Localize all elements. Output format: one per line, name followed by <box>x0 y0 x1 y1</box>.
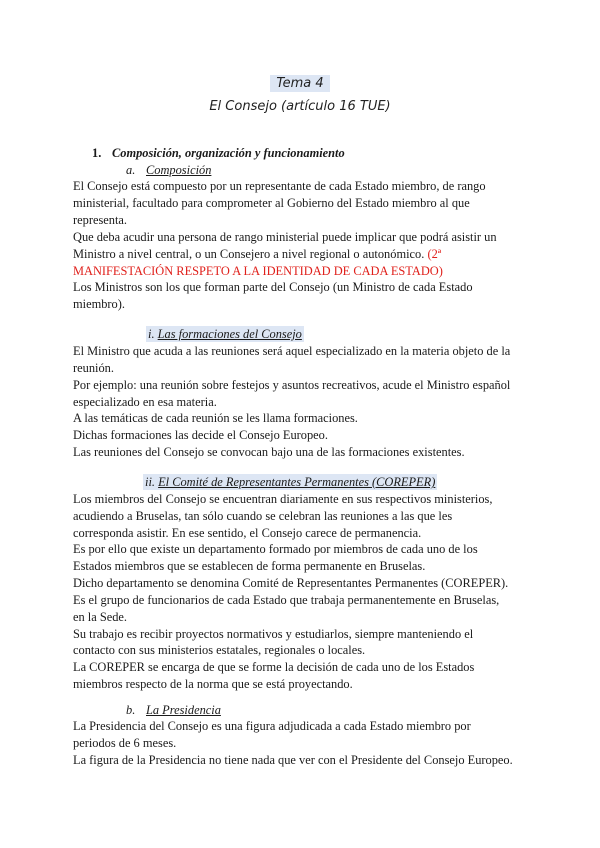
subsection-heading-a: a. Composición <box>126 163 212 177</box>
paragraph-line: Dicho departamento se denomina Comité de Representantes Permanentes (COREPER). <box>73 576 509 590</box>
paragraph-line: La Presidencia del Consejo es una figura adjudicada a cada Estado miembro por <box>73 719 471 733</box>
paragraph-line: contacto con sus ministerios estatales, regionales o locales. <box>73 643 366 657</box>
paragraph-line: Su trabajo es recibir proyectos normativos y estudiarlos, siempre manteniendo el <box>73 627 474 641</box>
paragraph-line: miembro). <box>73 297 125 311</box>
paragraph-line: El Ministro que acuda a las reuniones será aquel especializado en la materia objeto de la <box>73 344 511 358</box>
paragraph-line: A las temáticas de cada reunión se les llama formaciones. <box>73 411 358 425</box>
document-subtitle: El Consejo (artículo 16 TUE) <box>209 99 391 114</box>
paragraph-line: Es el grupo de funcionarios de cada Estado que trabaja permanentemente en Bruselas, <box>73 593 500 607</box>
subsection-heading-b: b. La Presidencia <box>126 703 221 717</box>
paragraph-line: Que deba acudir una persona de rango ministerial puede implicar que podrá asistir un <box>73 230 497 244</box>
paragraph-line: Las reuniones del Consejo se convocan bajo una de las formaciones existentes. <box>73 445 465 459</box>
subsection-heading-i: i. Las formaciones del Consejo <box>148 327 302 341</box>
paragraph-line: representa. <box>73 213 128 227</box>
paragraph-line: especializado en esa materia. <box>73 395 217 409</box>
paragraph-line: Por ejemplo: una reunión sobre festejos y asuntos recreativos, acude el Ministro español <box>73 378 511 392</box>
red-annotation-line: MANIFESTACIÓN RESPETO A LA IDENTIDAD DE CADA ESTADO) <box>73 264 443 278</box>
paragraph-line: Los miembros del Consejo se encuentran diariamente en sus respectivos ministerios, <box>73 492 493 506</box>
subsection-heading-ii: ii. El Comité de Representantes Permanentes (COREPER) <box>145 475 436 489</box>
paragraph-line: La COREPER se encarga de que se forme la decisión de cada uno de los Estados <box>73 660 475 674</box>
paragraph-line: corresponda asistir. En ese sentido, el Consejo carece de permanencia. <box>73 526 422 540</box>
paragraph-line: Los Ministros son los que forman parte del Consejo (un Ministro de cada Estado <box>73 280 473 294</box>
paragraph-line: El Consejo está compuesto por un representante de cada Estado miembro, de rango <box>73 179 486 193</box>
paragraph-line: miembros respecto de la norma que se está proyectando. <box>73 677 353 691</box>
paragraph-line: periodos de 6 meses. <box>73 736 177 750</box>
section-heading-1: 1. Composición, organización y funcionamiento <box>92 146 345 160</box>
paragraph-line: Dichas formaciones las decide el Consejo Europeo. <box>73 428 328 442</box>
paragraph-line: Ministro a nivel central, o un Consejero a nivel regional o autonómico. (2ª <box>73 247 442 261</box>
paragraph-line: en la Sede. <box>73 610 128 624</box>
topic-title: Tema 4 <box>0 76 600 91</box>
paragraph-line: reunión. <box>73 361 114 375</box>
paragraph-line: acudiendo a Bruselas, tan sólo cuando se celebran las reuniones a las que les <box>73 509 453 523</box>
red-annotation: (2ª <box>427 247 442 261</box>
paragraph-line: Estados miembros que se establecen de forma permanente en Bruselas. <box>73 559 426 573</box>
paragraph-line: La figura de la Presidencia no tiene nada que ver con el Presidente del Consejo Europeo. <box>73 753 513 767</box>
paragraph-line: ministerial, facultado para comprometer al Gobierno del Estado miembro al que <box>73 196 470 210</box>
paragraph-line: Es por ello que existe un departamento formado por miembros de cada uno de los <box>73 542 478 556</box>
